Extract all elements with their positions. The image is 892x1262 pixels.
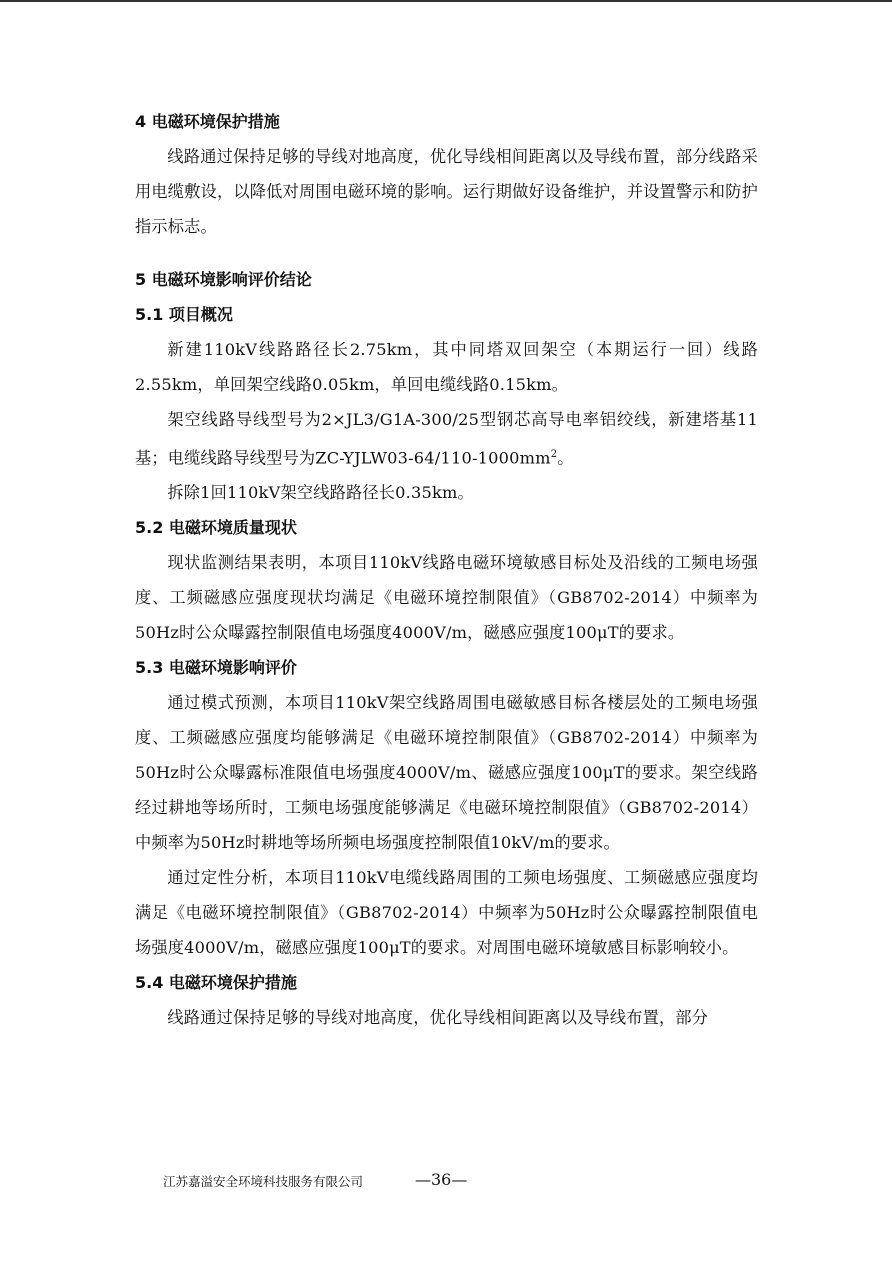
section-5-4-paragraph: 线路通过保持足够的导线对地高度，优化导线相间距离以及导线布置，部分	[167, 1008, 709, 1028]
page-footer	[0, 1170, 892, 1194]
section-5-3-paragraph-2: 通过定性分析，本项目110kV电缆线路周围的工频电场强度、工频磁感应强度均满足《电磁环境控制限值》（GB8702-2014）中频率为50Hz时公众曝露控制限值电场强度4000V/m，磁感应强度100μT的要求。对周围电磁环境敏感目标影响较小。	[135, 868, 758, 958]
sentence-end: 。	[557, 448, 574, 468]
section-5-1-paragraph-1: 新建110kV线路路径长2.75km，其中同塔双回架空（本期运行一回）线路2.55km，单回架空线路0.05km，单回电缆线路0.15km。	[135, 340, 758, 394]
section-5-2-paragraph: 现状监测结果表明，本项目110kV线路电磁环境敏感目标处及沿线的工频电场强度、工频磁感应强度现状均满足《电磁环境控制限值》（GB8702-2014）中频率为50Hz时公众曝露控制限值电场强度4000V/m，磁感应强度100μT的要求。	[135, 553, 758, 643]
section-5-heading: 5 电磁环境影响评价结论	[135, 270, 312, 289]
document-body	[135, 104, 758, 1035]
section-5-4-heading: 5.4 电磁环境保护措施	[135, 973, 297, 993]
superscript: 2	[550, 449, 558, 460]
section-4-heading: 4 电磁环境保护措施	[135, 112, 280, 131]
section-5-1-paragraph-3: 拆除1回110kV架空线路路径长0.35km。	[167, 483, 474, 503]
page-number: —36—	[415, 1170, 468, 1189]
company-name: 江苏嘉溢安全环境科技服务有限公司	[163, 1174, 364, 1189]
top-border	[0, 0, 892, 2]
section-5-2-heading: 5.2 电磁环境质量现状	[135, 518, 297, 538]
section-5-3-paragraph-1: 通过模式预测，本项目110kV架空线路周围电磁敏感目标各楼层处的工频电场强度、工频磁感应强度均能够满足《电磁环境控制限值》（GB8702-2014）中频率为50Hz时公众曝露标准限值电场强度4000V/m、磁感应强度100μT的要求。架空线路经过耕地等场所时，工频电场强度能够满足《电磁环境控制限值》（GB8702-2014）中频率为50Hz时耕地等场所频电场强度控制限值10kV/m的要求。	[135, 693, 758, 853]
section-5-1-heading: 5.1 项目概况	[135, 305, 233, 324]
section-5-1-paragraph-2	[135, 402, 758, 475]
section-5-3-heading: 5.3 电磁环境影响评价	[135, 658, 297, 678]
section-4-paragraph: 线路通过保持足够的导线对地高度，优化导线相间距离以及导线布置，部分线路采用电缆敷设，以降低对周围电磁环境的影响。运行期做好设备维护，并设置警示和防护指示标志。	[135, 147, 758, 236]
cable-spec-text: 架空线路导线型号为2×JL3/G1A-300/25型钢芯高导电率铝绞线，新建塔基11基；电缆线路导线型号为ZC-YJLW03-64/110-1000mm	[135, 410, 758, 468]
